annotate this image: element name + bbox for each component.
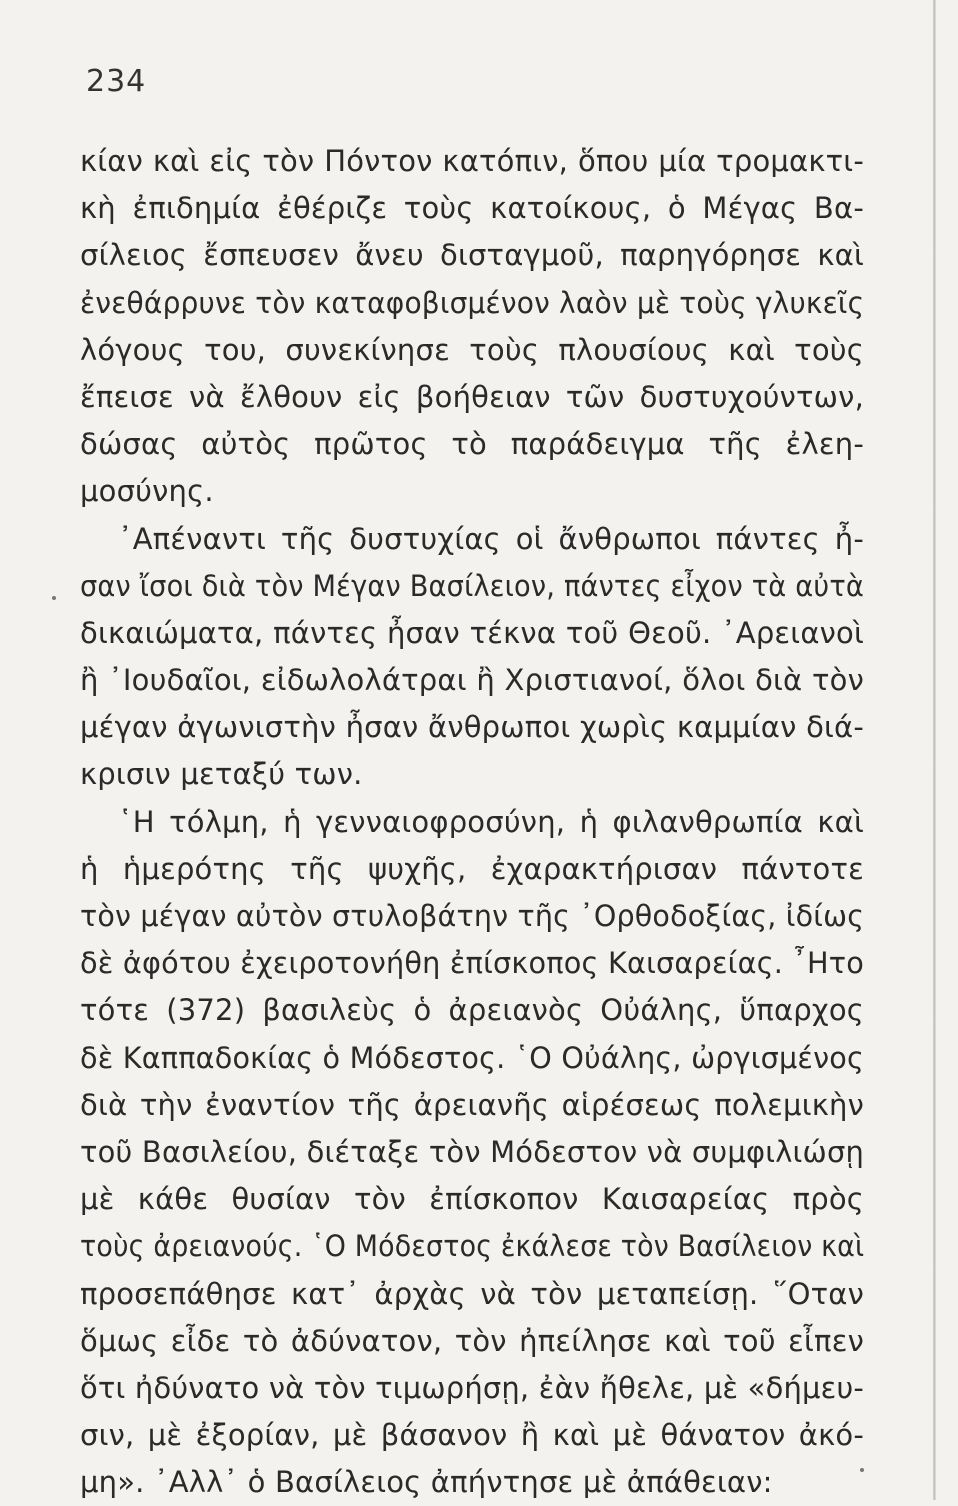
text-line: μοσύνης. [80, 474, 214, 509]
scan-speck [860, 1468, 864, 1472]
page-edge [933, 0, 936, 1500]
text-line: κίαν καὶ εἰς τὸν Πόντον κατόπιν, ὅπου μία τρομακτι- [80, 144, 864, 178]
text-line: ᾿Απέναντι τῆς δυστυχίας οἱ ἄνθρωποι πάντες ἦ- [118, 521, 864, 556]
text-line: ἔπεισε νὰ ἔλθουν εἰς βοήθειαν τῶν δυστυχούντων, [80, 379, 864, 414]
text-line: τὸν μέγαν αὐτὸν στυλοβάτην τῆς ᾿Ορθοδοξίας, ἰδίως [80, 899, 865, 933]
text-line: προσεπάθησε κατ᾿ ἀρχὰς νὰ τὸν μεταπείσῃ. ῞Οταν [80, 1276, 864, 1311]
text-line: ὅμως εἶδε τὸ ἀδύνατον, τὸν ἠπείλησε καὶ τοῦ εἶπεν [80, 1323, 864, 1358]
text-line: ἢ ᾿Ιουδαῖοι, εἰδωλολάτραι ἢ Χριστιανοί, ὅλοι διὰ τὸν [80, 663, 864, 698]
text-line: τοῦ Βασιλείου, διέταξε τὸν Μόδεστον νὰ συμφιλιώσῃ [80, 1134, 865, 1169]
page-number: 234 [86, 64, 147, 99]
text-line: σαν ἴσοι διὰ τὸν Μέγαν Βασίλειον, πάντες εἶχον τὰ αὐτὰ [80, 568, 865, 603]
body-text [80, 138, 864, 1506]
text-line: μη». ᾿Αλλ᾿ ὁ Βασίλειος ἀπήντησε μὲ ἀπάθειαν: [80, 1465, 773, 1500]
text-line: ῾Η τόλμη, ἡ γενναιοφροσύνη, ἡ φιλανθρωπία καὶ [118, 804, 864, 839]
text-line: λόγους του, συνεκίνησε τοὺς πλουσίους καὶ τοὺς [80, 332, 864, 367]
text-line: δικαιώματα, πάντες ἦσαν τέκνα τοῦ Θεοῦ. ᾿Αρειανοὶ [80, 615, 864, 650]
text-line: μὲ κάθε θυσίαν τὸν ἐπίσκοπον Καισαρείας πρὸς [80, 1182, 864, 1217]
text-line: ἐνεθάρρυνε τὸν καταφοβισμένον λαὸν μὲ τοὺς γλυκεῖς [80, 285, 865, 320]
text-line: τότε (372) βασιλεὺς ὁ ἀρειανὸς Οὐάλης, ὕπαρχος [80, 993, 864, 1028]
text-line: διὰ τὴν ἐναντίον τῆς ἀρειανῆς αἱρέσεως πολεμικὴν [80, 1087, 864, 1122]
text-line: μέγαν ἀγωνιστὴν ἦσαν ἄνθρωποι χωρὶς καμμίαν διά- [80, 710, 864, 745]
text-line: τοὺς ἀρειανούς. ῾Ο Μόδεστος ἐκάλεσε τὸν Βασίλειον καὶ [80, 1229, 865, 1264]
text-line: σίλειος ἔσπευσεν ἄνευ δισταγμοῦ, παρηγόρησε καὶ [80, 238, 864, 273]
text-line: δὲ Καππαδοκίας ὁ Μόδεστος. ῾Ο Οὐάλης, ὠργισμένος [80, 1040, 864, 1075]
text-line: δὲ ἀφότου ἐχειροτονήθη ἐπίσκοπος Καισαρείας. ῏Ητο [80, 946, 865, 981]
text-line: δώσας αὐτὸς πρῶτος τὸ παράδειγμα τῆς ἐλεη- [80, 427, 864, 462]
text-line: κρισιν μεταξύ των. [80, 757, 363, 792]
text-line: σιν, μὲ ἐξορίαν, μὲ βάσανον ἢ καὶ μὲ θάνατον ἀκό- [80, 1418, 864, 1453]
text-line: κὴ ἐπιδημία ἐθέριζε τοὺς κατοίκους, ὁ Μέγας Βα- [80, 191, 864, 226]
text-line: ἡ ἡμερότης τῆς ψυχῆς, ἐχαρακτήρισαν πάντοτε [80, 851, 864, 886]
scan-speck [52, 596, 56, 600]
text-line: ὅτι ἠδύνατο νὰ τὸν τιμωρήσῃ, ἐὰν ἤθελε, μὲ «δήμευ- [80, 1370, 865, 1405]
